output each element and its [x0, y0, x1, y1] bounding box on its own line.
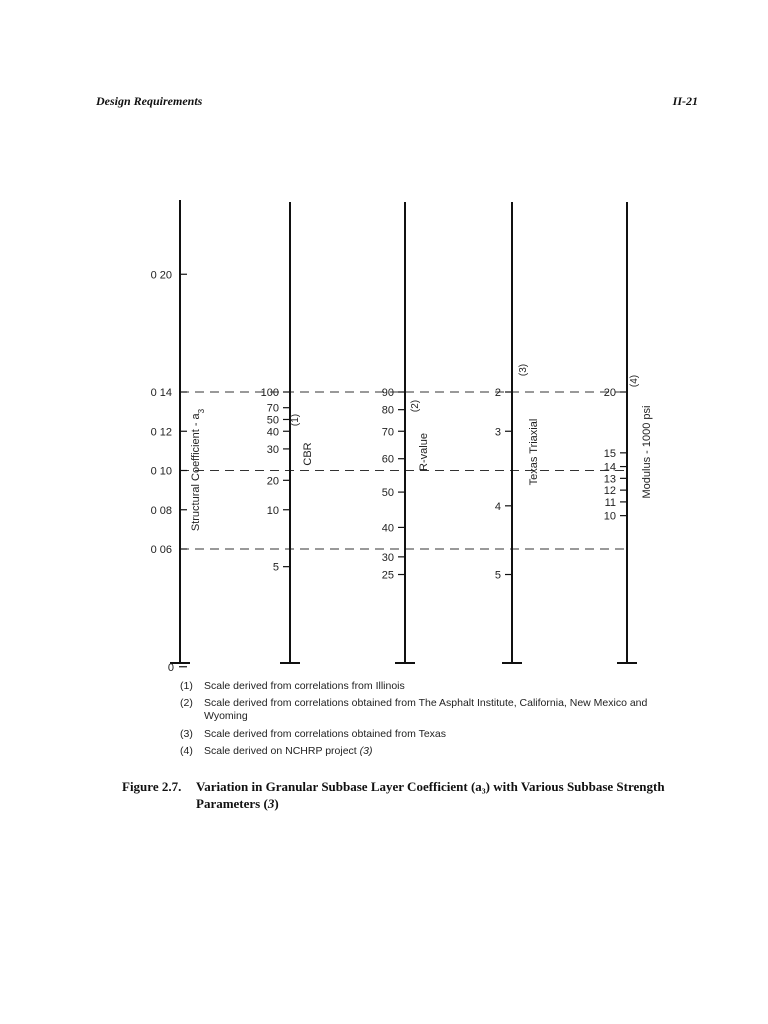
tick-label: 50: [266, 414, 279, 427]
tick-label: 20: [603, 387, 616, 399]
caption-text: Variation in Granular Subbase Layer Coefficient (a₃) with Various Subbase Strength Parameters (: [196, 779, 665, 811]
axis-label: Modulus - 1000 psi: [641, 405, 653, 499]
figure-number: Figure 2.7.: [122, 779, 182, 794]
footnote-number: (4): [180, 745, 193, 757]
tick-label: 30: [266, 443, 279, 456]
axis-label: Structural Coefficient - $a_3$: [190, 408, 206, 532]
tick-label: 10: [266, 504, 279, 517]
footnote-number: (3): [180, 728, 193, 740]
tick-label: 4: [494, 500, 501, 513]
footnote-number: (1): [180, 680, 193, 692]
axis-note-ref: (2): [410, 399, 421, 413]
tick-label: 11: [604, 496, 616, 509]
footnote-number: (2): [180, 697, 193, 709]
footnote-2: [180, 697, 660, 723]
tick-label: 70: [266, 402, 279, 415]
tick-label: 30: [381, 551, 394, 564]
tick-label: 13: [603, 473, 616, 486]
tick-label: 3: [494, 426, 501, 439]
tick-label: 15: [603, 447, 616, 460]
axis-note-ref: (1): [290, 413, 301, 427]
footnote-4: [180, 745, 660, 758]
tick-label: 12: [603, 485, 616, 498]
tick-label: 10: [603, 510, 616, 523]
tick-label: 20: [266, 475, 279, 488]
axis-label: R-value: [418, 433, 430, 471]
figure-caption: [122, 778, 702, 812]
tick-label: 0 10: [150, 465, 172, 478]
axis-note-ref: (4): [629, 374, 640, 388]
tick-label: 90: [381, 387, 394, 399]
tick-label: 80: [381, 404, 394, 417]
footnote-3: [180, 728, 660, 741]
footnote-text: Scale derived on NCHRP project: [204, 745, 360, 757]
caption-reference: 3: [267, 796, 275, 811]
tick-label: 100: [260, 387, 279, 399]
tick-label: 25: [381, 569, 394, 582]
caption-close: ): [274, 796, 279, 811]
tick-label: 14: [603, 461, 616, 474]
footnote-text: Scale derived from correlations from Illinois: [204, 680, 405, 692]
footnote-text: Scale derived from correlations obtained from Texas: [204, 728, 447, 740]
tick-label: 40: [381, 522, 394, 535]
tick-label: 2: [494, 387, 501, 399]
tick-label: 0 06: [150, 544, 172, 556]
tick-label: 0 12: [150, 426, 172, 439]
footnote-reference: (3): [359, 745, 373, 757]
tick-label: 0 20: [150, 269, 172, 282]
tick-label: 5: [494, 569, 501, 582]
axis-label: CBR: [302, 442, 314, 466]
running-header-title: Design Requirements: [96, 94, 203, 108]
axis-label-subscript: 3: [196, 408, 206, 414]
tick-label: 70: [381, 426, 394, 439]
page-number: II-21: [672, 94, 698, 108]
tick-label: 5: [272, 561, 279, 574]
tick-label: 0 14: [150, 387, 172, 399]
tick-label: 40: [266, 426, 279, 439]
footnote-1: [180, 680, 660, 693]
axis-note-ref: (3): [518, 363, 529, 377]
tick-label: 60: [381, 453, 394, 466]
tick-label: 50: [381, 487, 394, 500]
footnote-text: Scale derived from correlations obtained from The Asphalt Institute, California, New Mexico and Wyoming: [204, 697, 648, 722]
tick-label: 0: [167, 661, 174, 674]
axis-label: Texas Triaxial: [528, 418, 540, 486]
tick-label: 0 08: [150, 504, 172, 517]
